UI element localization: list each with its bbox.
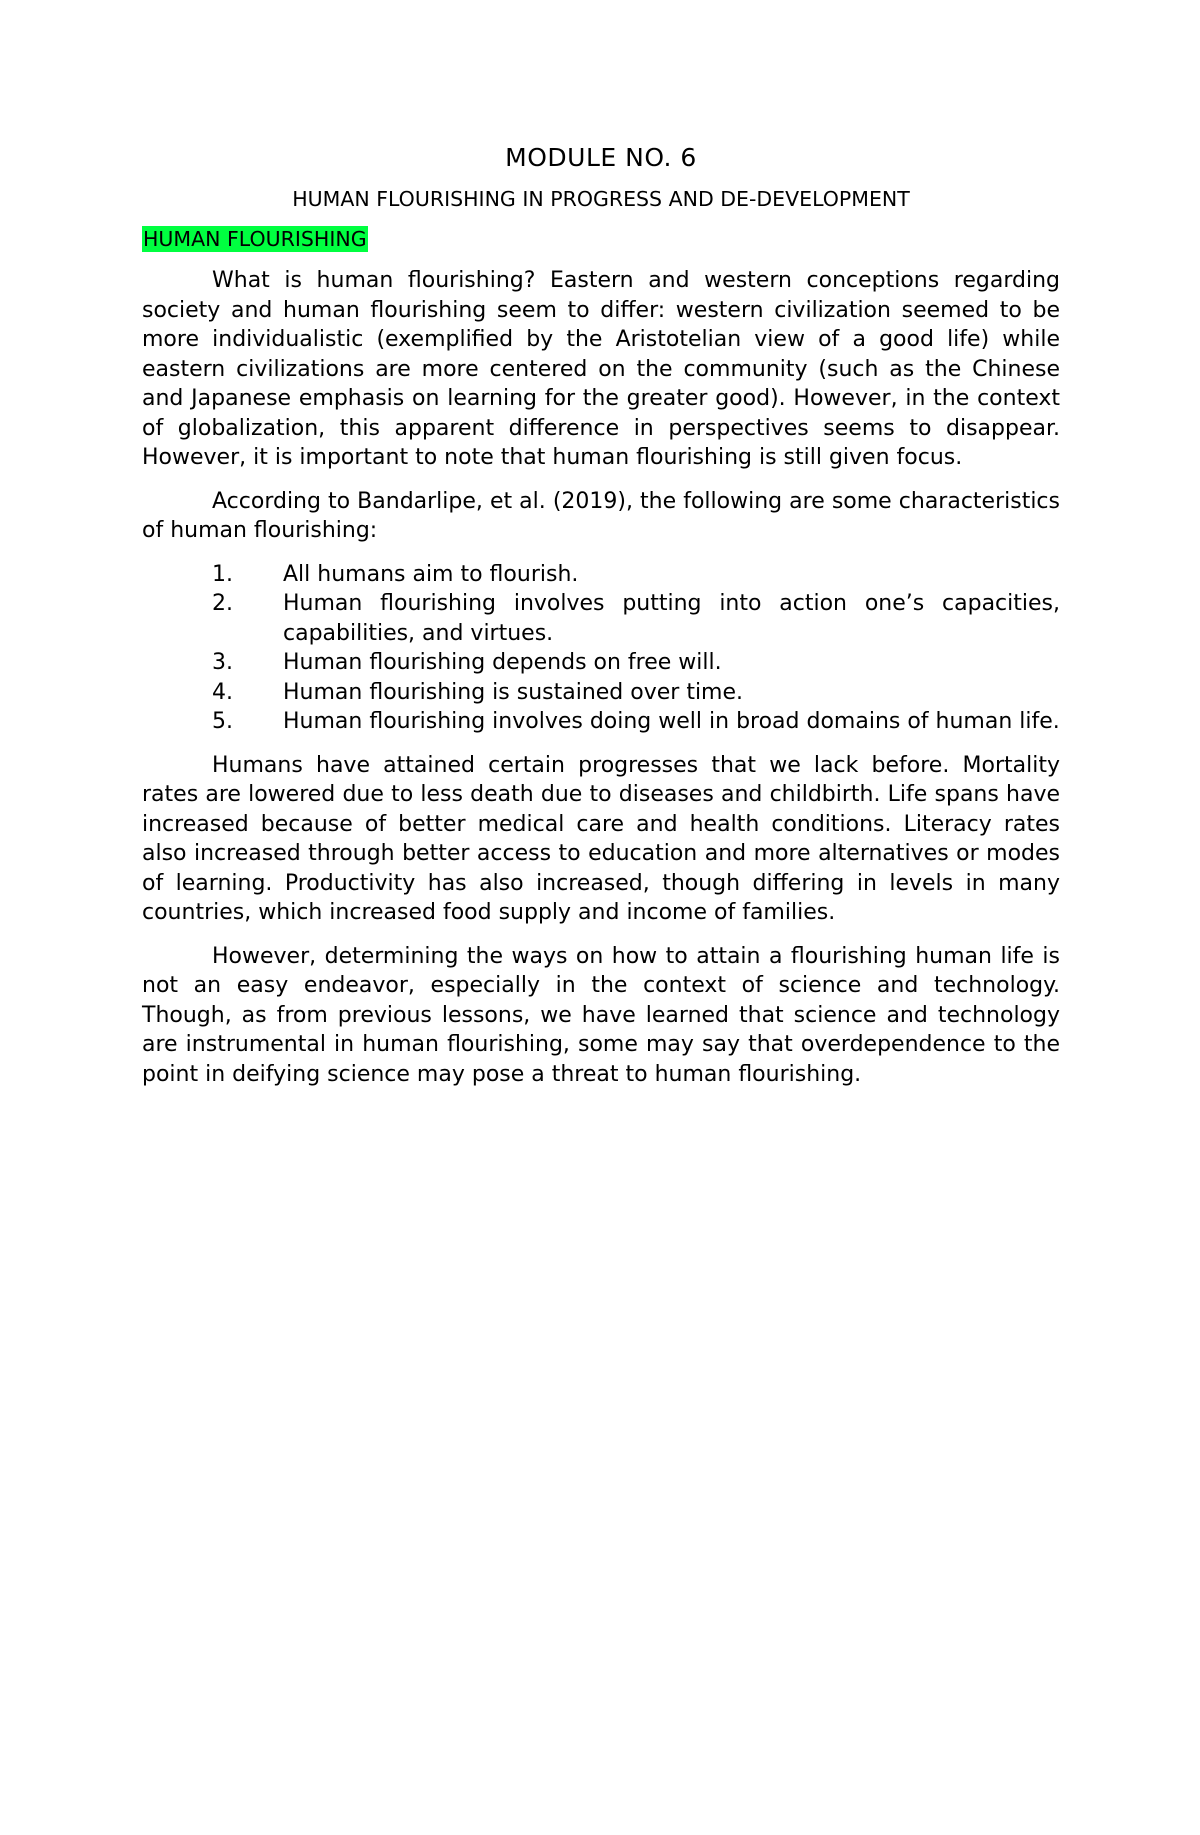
highlighted-heading-text: HUMAN FLOURISHING xyxy=(143,227,367,251)
list-item-number: 4. xyxy=(212,679,233,705)
list-item xyxy=(212,678,1060,708)
list-item-text: Human flourishing is sustained over time. xyxy=(283,679,744,705)
list-item-text: Human flourishing involves doing well in broad domains of human life. xyxy=(283,709,1060,734)
list-item xyxy=(212,707,1060,737)
list-item-text: Human flourishing involves putting into action one’s capacities, capabilities, and virtues. xyxy=(283,591,1060,646)
paragraph-progress: Humans have attained certain progresses that we lack before. Mortality rates are lowered due to less death due to diseases and childbirth. Life spans have increased because of better medical care and health conditions. Literacy rates also increased through better access to education and more alternatives or modes of learning. Productivity has also increased, though differing in levels in many countries, which increased food supply and income of families. xyxy=(142,752,1060,925)
list-item-number: 2. xyxy=(212,591,233,616)
list-item-number: 1. xyxy=(212,561,233,587)
list-item-number: 3. xyxy=(212,650,233,675)
list-item-text: Human flourishing depends on free will. xyxy=(283,650,722,675)
list-item xyxy=(212,560,1060,590)
document-subtitle: HUMAN FLOURISHING IN PROGRESS AND DE-DEVELOPMENT xyxy=(292,187,910,211)
list-item xyxy=(212,589,1060,648)
paragraph-science-technology: However, determining the ways on how to attain a flourishing human life is not an easy endeavor, especially in the context of science and technology. Though, as from previous lessons, we have learned that science and technology are instrumental in human flourishing, some may say that overdependence to the point in deifying science may pose a threat to human flourishing. xyxy=(142,943,1060,1087)
list-item xyxy=(212,648,1060,678)
characteristics-list xyxy=(142,560,1060,737)
section-heading xyxy=(142,224,1060,254)
list-item-text: All humans aim to flourish. xyxy=(283,561,579,587)
list-item-number: 5. xyxy=(212,709,233,734)
module-title: MODULE NO. 6 xyxy=(505,143,697,172)
paragraph-intro: What is human flourishing? Eastern and western conceptions regarding society and human flourishing seem to differ: western civilization seemed to be more individualistic (exemplified by the Aristotelian view of a good life) while eastern civilizations are more centered on the community (such as the Chinese and Japanese emphasis on learning for the greater good). However, in the context of globalization, this apparent difference in perspectives seems to disappear. However, it is important to note that human flourishing is still given focus. xyxy=(142,268,1060,470)
document-page xyxy=(142,138,1060,1103)
paragraph-characteristics-lead: According to Bandarlipe, et al. (2019), the following are some characteristics of human flourishing: xyxy=(142,488,1060,543)
